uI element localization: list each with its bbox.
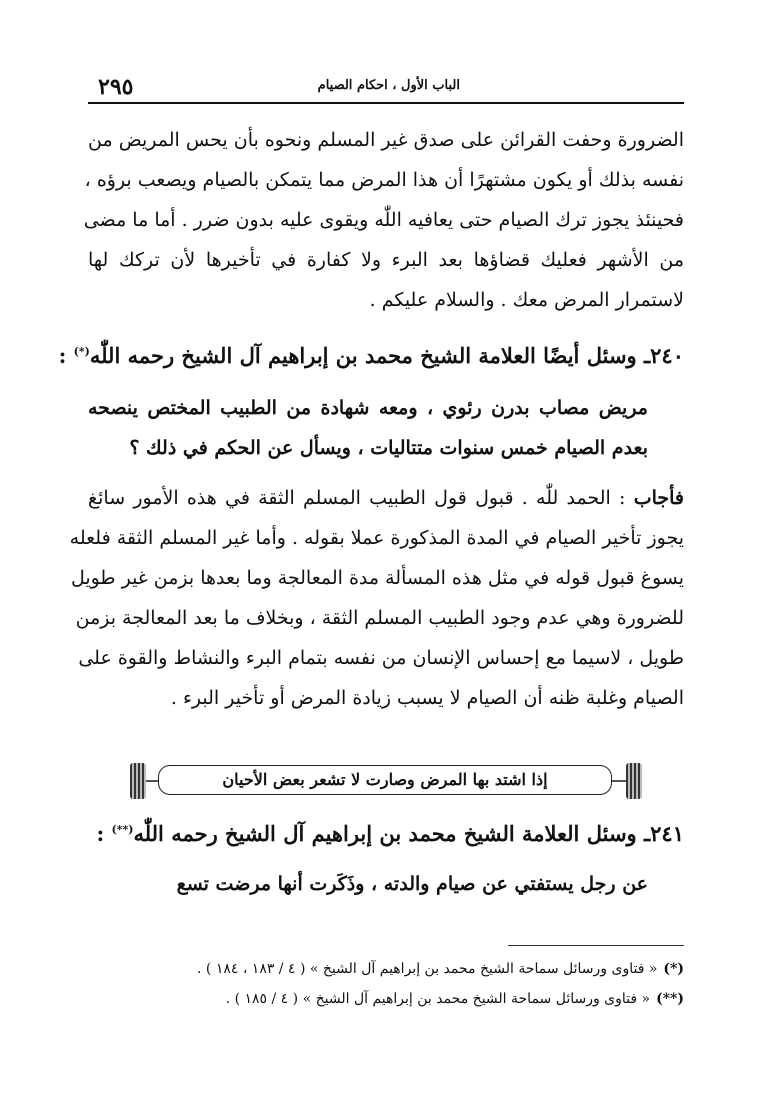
text-line: لاستمرار المرض معك . والسلام عليكم . <box>369 289 684 311</box>
section-banner <box>130 761 642 801</box>
footnote-2 <box>84 987 684 1011</box>
fatwa-241-header <box>88 810 684 850</box>
text-line: الضرورة وحفت القرائن على صدق غير المسلم ونحوه بأن يحس المريض من <box>88 129 684 151</box>
banner-ornament-right <box>626 763 642 799</box>
footnote-marker: (*) <box>663 961 684 977</box>
footnote-text: « فتاوى ورسائل سماحة الشيخ محمد بن إبراهيم آل الشيخ » ( ٤ / ١٨٣ ، ١٨٤ ) . <box>197 961 658 977</box>
chapter-title: الباب الأول ، احكام الصيام <box>317 78 460 93</box>
banner-title: إذا اشتد بها المرض وصارت لا تشعر بعض الأحيان <box>158 765 612 795</box>
question-line: عن رجل يستفتي عن صيام والدته ، وذَكَرت أنها مرضت تسع <box>176 873 648 895</box>
text-line: من الأشهر فعليك قضاؤها بعد البرء ولا كفارة في تأخيرها لأن تركك لها <box>88 249 684 271</box>
banner-ornament-left <box>130 763 146 799</box>
text-line: فحينئذ يجوز ترك الصيام حتى يعافيه اللّٰه ويقوى عليه بدون ضرر . أما ما مضى <box>83 209 684 231</box>
answer-line: طويل ، لاسيما مع إحساس الإنسان من نفسه بتمام البرء والنشاط والقوة على <box>78 647 684 669</box>
answer-line: يجوز تأخير الصيام في المدة المذكورة عملا بقوله . وأما غير المسلم الثقة فلعله <box>69 527 684 549</box>
answer-line <box>88 478 684 518</box>
footnote-marker: (**) <box>656 991 684 1007</box>
footnote-1 <box>84 957 684 981</box>
answer-line: الصيام وغلبة ظنه أن الصيام لا يسبب زيادة المرض أو تأخير البرء . <box>170 687 684 709</box>
fatwa-240-header <box>58 332 684 372</box>
answer-line: للضرورة وهي عدم وجود الطبيب المسلم الثقة ، وبخلاف ما بعد المعالجة بزمن <box>75 607 684 629</box>
question-line: مريض مصاب بدرن رئوي ، ومعه شهادة من الطبيب المختص ينصحه <box>88 397 648 419</box>
footnote-text: « فتاوى ورسائل سماحة الشيخ محمد بن إبراهيم آل الشيخ » ( ٤ / ١٨٥ ) . <box>225 991 651 1007</box>
fatwa-240-colon: : <box>58 343 67 368</box>
footnote-ref-1: (*) <box>73 345 90 358</box>
fatwa-241-colon: : <box>96 821 105 846</box>
footnote-ref-2: (**) <box>111 823 134 836</box>
fatwa-241-title: ٢٤١ـ وسئل العلامة الشيخ محمد بن إبراهيم آل الشيخ رحمه اللّٰه <box>133 821 684 846</box>
page-number: ٢٩٥ <box>98 74 134 100</box>
text-line: نفسه بذلك أو يكون مشتهرًا أن هذا المرض مما يتمكن بالصيام ويصعب برؤه ، <box>84 169 684 191</box>
answer-line: يسوغ قبول قوله في مثل هذه المسألة مدة المعالجة وما بعدها بزمن غير طويل <box>70 567 684 589</box>
footnote-separator <box>508 945 684 946</box>
running-header <box>88 72 684 104</box>
answer-label: فأجاب <box>633 487 684 509</box>
answer-text: : الحمد للّٰه . قبول قول الطبيب المسلم الثقة في هذه الأمور سائغ <box>88 487 626 509</box>
fatwa-240-title: ٢٤٠ـ وسئل أيضًا العلامة الشيخ محمد بن إبراهيم آل الشيخ رحمه اللّٰه <box>89 343 684 368</box>
question-line: بعدم الصيام خمس سنوات متتاليات ، ويسأل عن الحكم في ذلك ؟ <box>129 437 648 459</box>
